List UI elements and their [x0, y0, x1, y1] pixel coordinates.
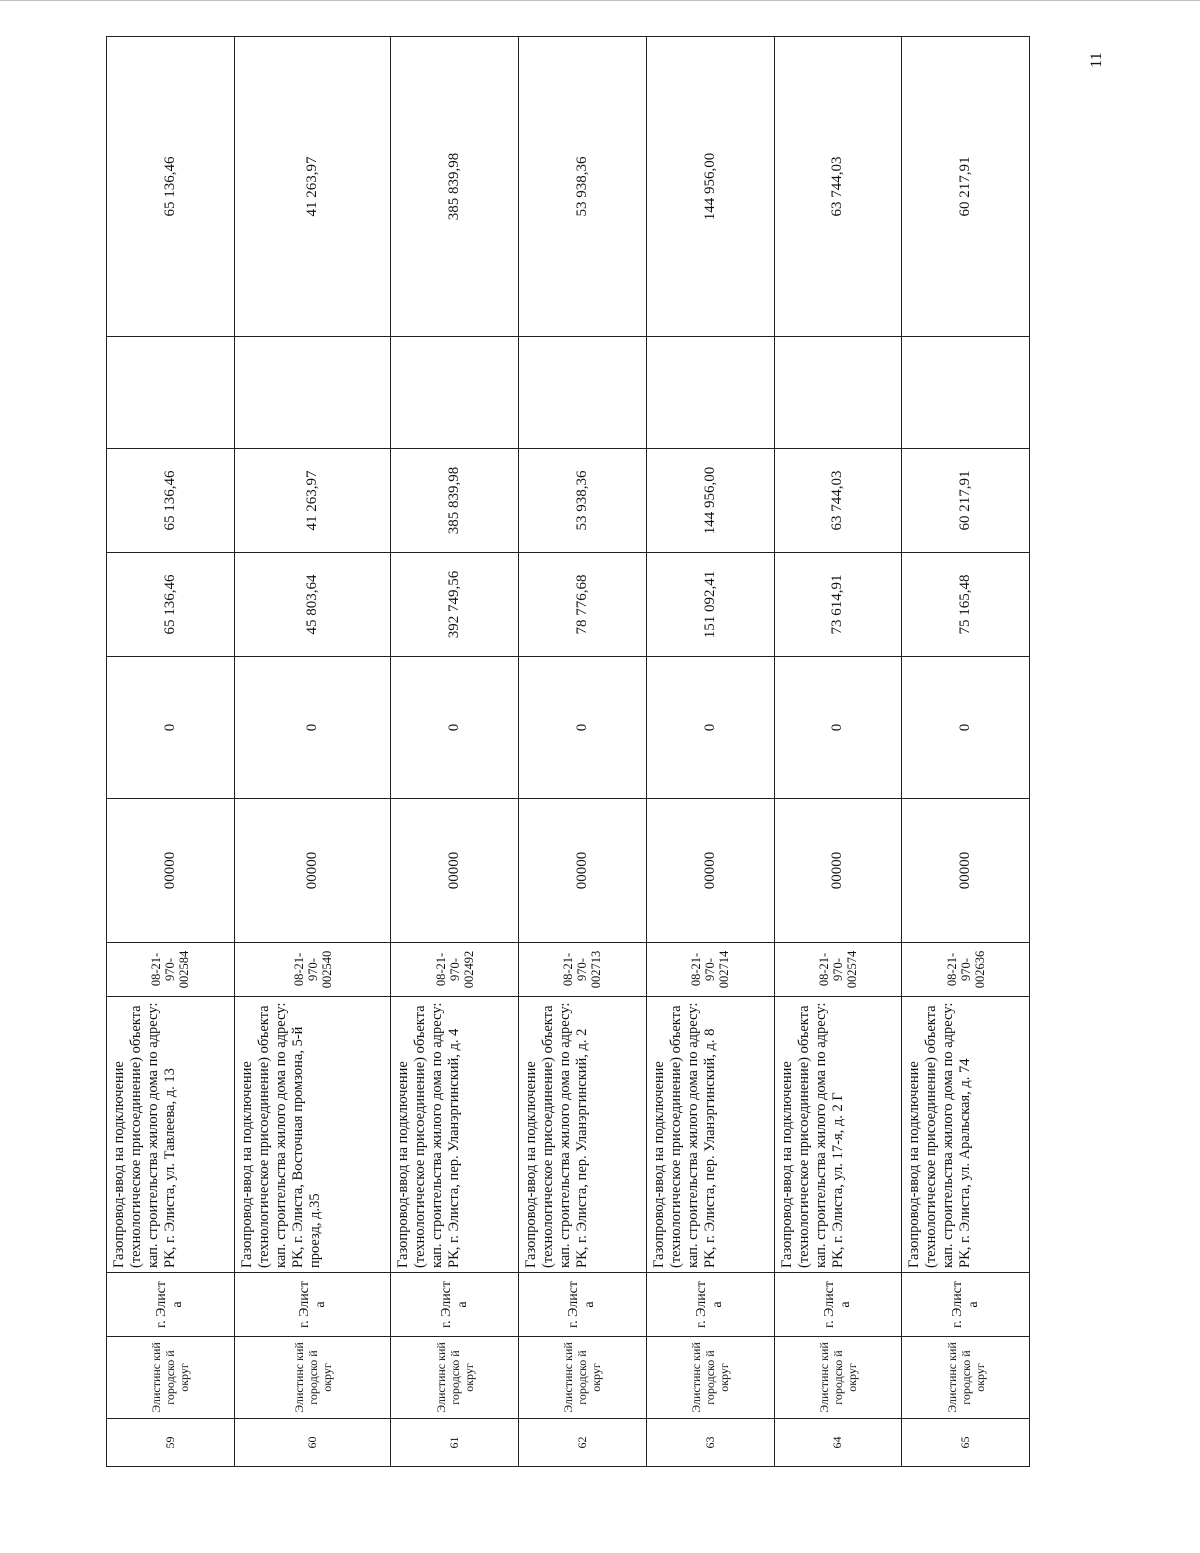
- contract-code-cell: 08-21-970-002714: [646, 943, 774, 997]
- city-cell: г. Элист а: [519, 1273, 647, 1337]
- description-cell: Газопровод-ввод на подключение (технологическое присоединение) объекта кап. строительства жилого дома по адресу: РК, г. Элиста, пер. Уланэргинский, д. 8: [646, 997, 774, 1273]
- zero-value-cell: 0: [391, 657, 519, 799]
- code-zeros-cell: 00000: [519, 799, 647, 943]
- district-cell: Элистинс кий городско й округ: [519, 1337, 647, 1419]
- row-number: 63: [646, 1419, 774, 1467]
- code-zeros-cell: 00000: [234, 799, 391, 943]
- city-cell: г. Элист а: [391, 1273, 519, 1337]
- district-cell: Элистинс кий городско й округ: [107, 1337, 235, 1419]
- table-row: [774, 37, 902, 1467]
- final-value-cell: 144 956,00: [646, 37, 774, 337]
- empty-cell: [646, 337, 774, 449]
- accepted-value-cell: 63 744,03: [774, 449, 902, 553]
- final-value-cell: 65 136,46: [107, 37, 235, 337]
- row-number: 61: [391, 1419, 519, 1467]
- description-cell: Газопровод-ввод на подключение (технологическое присоединение) объекта кап. строительства жилого дома по адресу: РК, г. Элиста, пер. Уланэргинский, д. 2: [519, 997, 647, 1273]
- final-value-cell: 41 263,97: [234, 37, 391, 337]
- row-number: 64: [774, 1419, 902, 1467]
- contract-code-cell: 08-21-970-002584: [107, 943, 235, 997]
- contract-code-cell: 08-21-970-002713: [519, 943, 647, 997]
- zero-value-cell: 0: [234, 657, 391, 799]
- code-zeros-cell: 00000: [646, 799, 774, 943]
- final-value-cell: 63 744,03: [774, 37, 902, 337]
- final-value-cell: 53 938,36: [519, 37, 647, 337]
- district-cell: Элистинс кий городско й округ: [646, 1337, 774, 1419]
- contract-code-cell: 08-21-970-002636: [902, 943, 1030, 997]
- description-cell: Газопровод-ввод на подключение (технологическое присоединение) объекта кап. строительства жилого дома по адресу: РК, г. Элиста, Восточная промзона, 5-й проезд, д.35: [234, 997, 391, 1273]
- total-cost-cell: 78 776,68: [519, 553, 647, 657]
- empty-cell: [234, 337, 391, 449]
- row-number: 59: [107, 1419, 235, 1467]
- top-rule: [0, 0, 1200, 1]
- accepted-value-cell: 53 938,36: [519, 449, 647, 553]
- contract-code-cell: 08-21-970-002492: [391, 943, 519, 997]
- city-cell: г. Элист а: [902, 1273, 1030, 1337]
- empty-cell: [519, 337, 647, 449]
- district-cell: Элистинс кий городско й округ: [902, 1337, 1030, 1419]
- code-zeros-cell: 00000: [391, 799, 519, 943]
- total-cost-cell: 73 614,91: [774, 553, 902, 657]
- zero-value-cell: 0: [774, 657, 902, 799]
- zero-value-cell: 0: [646, 657, 774, 799]
- row-number: 60: [234, 1419, 391, 1467]
- description-cell: Газопровод-ввод на подключение (технологическое присоединение) объекта кап. строительства жилого дома по адресу: РК, г. Элиста, ул. Тавлеева, д. 13: [107, 997, 235, 1273]
- empty-cell: [774, 337, 902, 449]
- contract-code-cell: 08-21-970-002540: [234, 943, 391, 997]
- final-value-cell: 385 839,98: [391, 37, 519, 337]
- table-row: [107, 37, 235, 1467]
- district-cell: Элистинс кий городско й округ: [234, 1337, 391, 1419]
- table-row: [519, 37, 647, 1467]
- table-row: [902, 37, 1030, 1467]
- empty-cell: [902, 337, 1030, 449]
- total-cost-cell: 151 092,41: [646, 553, 774, 657]
- rotated-table: [106, 37, 1030, 1467]
- contract-code-cell: 08-21-970-002574: [774, 943, 902, 997]
- total-cost-cell: 392 749,56: [391, 553, 519, 657]
- accepted-value-cell: 41 263,97: [234, 449, 391, 553]
- code-zeros-cell: 00000: [774, 799, 902, 943]
- code-zeros-cell: 00000: [107, 799, 235, 943]
- table-body: [107, 37, 1030, 1467]
- zero-value-cell: 0: [107, 657, 235, 799]
- code-zeros-cell: 00000: [902, 799, 1030, 943]
- accepted-value-cell: 65 136,46: [107, 449, 235, 553]
- description-cell: Газопровод-ввод на подключение (технологическое присоединение) объекта кап. строительства жилого дома по адресу: РК, г. Элиста, ул. Аральская, д. 74: [902, 997, 1030, 1273]
- table-row: [391, 37, 519, 1467]
- row-number: 65: [902, 1419, 1030, 1467]
- description-cell: Газопровод-ввод на подключение (технологическое присоединение) объекта кап. строительства жилого дома по адресу: РК, г. Элиста, пер. Уланэргинский, д. 4: [391, 997, 519, 1273]
- table-row: [234, 37, 391, 1467]
- accepted-value-cell: 385 839,98: [391, 449, 519, 553]
- table-row: [646, 37, 774, 1467]
- zero-value-cell: 0: [902, 657, 1030, 799]
- empty-cell: [391, 337, 519, 449]
- city-cell: г. Элист а: [107, 1273, 235, 1337]
- total-cost-cell: 65 136,46: [107, 553, 235, 657]
- city-cell: г. Элист а: [234, 1273, 391, 1337]
- empty-cell: [107, 337, 235, 449]
- page-number: 11: [1088, 52, 1105, 68]
- row-number: 62: [519, 1419, 647, 1467]
- accepted-value-cell: 144 956,00: [646, 449, 774, 553]
- final-value-cell: 60 217,91: [902, 37, 1030, 337]
- total-cost-cell: 75 165,48: [902, 553, 1030, 657]
- total-cost-cell: 45 803,64: [234, 553, 391, 657]
- district-cell: Элистинс кий городско й округ: [774, 1337, 902, 1419]
- city-cell: г. Элист а: [646, 1273, 774, 1337]
- city-cell: г. Элист а: [774, 1273, 902, 1337]
- accepted-value-cell: 60 217,91: [902, 449, 1030, 553]
- district-cell: Элистинс кий городско й округ: [391, 1337, 519, 1419]
- description-cell: Газопровод-ввод на подключение (технологическое присоединение) объекта кап. строительства жилого дома по адресу: РК, г. Элиста, ул. 17-я, д. 2 Г: [774, 997, 902, 1273]
- zero-value-cell: 0: [519, 657, 647, 799]
- gas-connection-table: [106, 36, 1030, 1467]
